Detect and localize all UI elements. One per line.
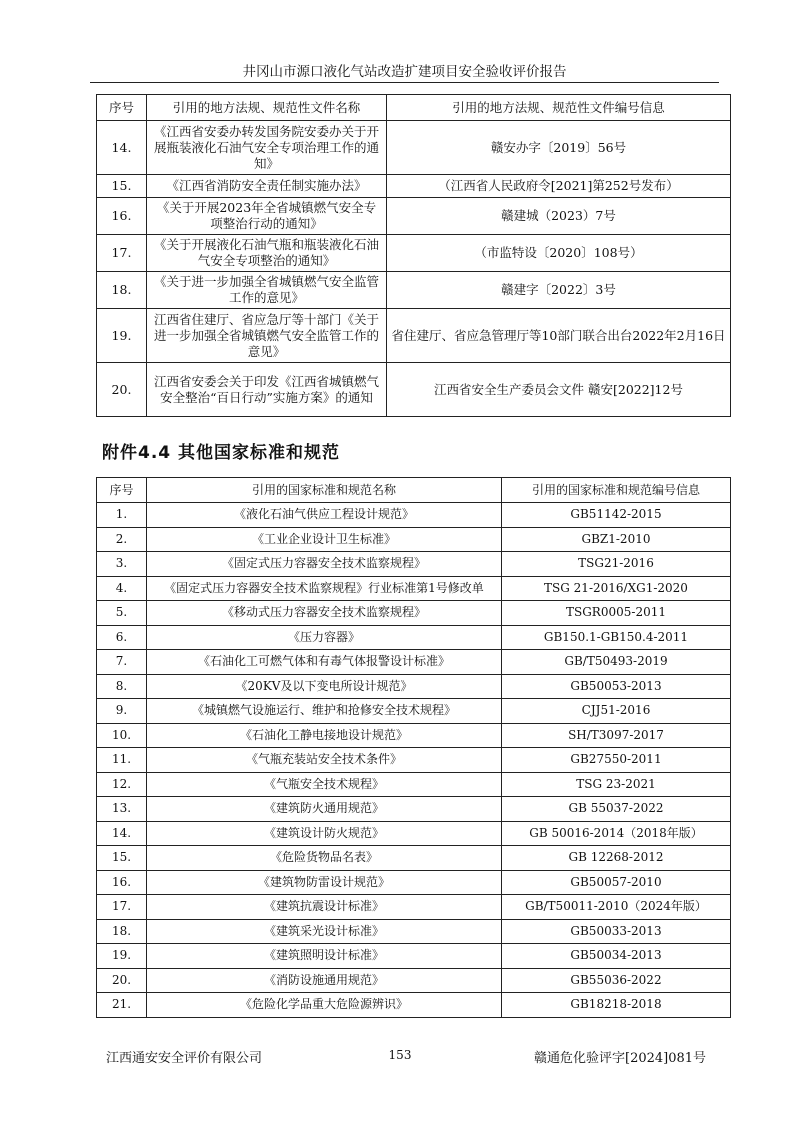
cell-no: 18. [97, 272, 147, 309]
cell-code: GB27550-2011 [502, 748, 731, 773]
cell-name: 《消防设施通用规范》 [147, 968, 502, 993]
table-row [97, 121, 731, 175]
table-row [97, 272, 731, 309]
cell-code: GB51142-2015 [502, 503, 731, 528]
cell-code: GB50057-2010 [502, 870, 731, 895]
cell-name: 《江西省消防安全责任制实施办法》 [147, 175, 387, 198]
table-row [97, 576, 731, 601]
cell-no: 18. [97, 919, 147, 944]
table-row [97, 846, 731, 871]
table-row [97, 699, 731, 724]
cell-name: 江西省住建厅、省应急厅等十部门《关于进一步加强全省城镇燃气安全监管工作的意见》 [147, 309, 387, 363]
cell-code: TSGR0005-2011 [502, 601, 731, 626]
cell-code: GB18218-2018 [502, 993, 731, 1018]
table-row [97, 968, 731, 993]
cell-name: 《建筑采光设计标准》 [147, 919, 502, 944]
cell-name: 《关于进一步加强全省城镇燃气安全监管工作的意见》 [147, 272, 387, 309]
cell-code: TSG21-2016 [502, 552, 731, 577]
cell-no: 21. [97, 993, 147, 1018]
section-heading: 附件4.4 其他国家标准和规范 [102, 443, 341, 463]
cell-no: 20. [97, 968, 147, 993]
column-header-no: 序号 [97, 478, 147, 503]
cell-code: 省住建厅、省应急管理厅等10部门联合出台2022年2月16日 [387, 309, 731, 363]
table-header-row [97, 478, 731, 503]
cell-code: GB50053-2013 [502, 674, 731, 699]
cell-code: GB150.1-GB150.4-2011 [502, 625, 731, 650]
cell-name: 《气瓶充装站安全技术条件》 [147, 748, 502, 773]
cell-code: GB55036-2022 [502, 968, 731, 993]
cell-no: 13. [97, 797, 147, 822]
cell-no: 9. [97, 699, 147, 724]
cell-no: 12. [97, 772, 147, 797]
cell-name: 《移动式压力容器安全技术监察规程》 [147, 601, 502, 626]
cell-name: 《建筑抗震设计标准》 [147, 895, 502, 920]
footer-doc-number: 赣通危化验评字[2024]081号 [534, 1051, 707, 1066]
cell-name: 《危险化学品重大危险源辨识》 [147, 993, 502, 1018]
cell-no: 8. [97, 674, 147, 699]
cell-name: 《江西省安委办转发国务院安委办关于开展瓶装液化石油气安全专项治理工作的通知》 [147, 121, 387, 175]
cell-name: 《建筑设计防火规范》 [147, 821, 502, 846]
column-header-name: 引用的地方法规、规范性文件名称 [147, 95, 387, 121]
table-row [97, 895, 731, 920]
cell-name: 《关于开展2023年全省城镇燃气安全专项整治行动的通知》 [147, 198, 387, 235]
cell-code: CJJ51-2016 [502, 699, 731, 724]
table-row [97, 363, 731, 417]
cell-name: 《液化石油气供应工程设计规范》 [147, 503, 502, 528]
cell-no: 2. [97, 527, 147, 552]
cell-code: TSG 21-2016/XG1-2020 [502, 576, 731, 601]
cell-name: 《石油化工静电接地设计规范》 [147, 723, 502, 748]
table-row [97, 309, 731, 363]
cell-code: 赣建字〔2022〕3号 [387, 272, 731, 309]
cell-no: 16. [97, 870, 147, 895]
table-row [97, 175, 731, 198]
cell-code: 赣安办字〔2019〕56号 [387, 121, 731, 175]
column-header-code: 引用的地方法规、规范性文件编号信息 [387, 95, 731, 121]
table-row [97, 625, 731, 650]
cell-no: 17. [97, 235, 147, 272]
running-header: 井冈山市源口液化气站改造扩建项目安全验收评价报告 [90, 60, 719, 83]
cell-code: 江西省安全生产委员会文件 赣安[2022]12号 [387, 363, 731, 417]
table-row [97, 723, 731, 748]
cell-no: 10. [97, 723, 147, 748]
cell-no: 15. [97, 175, 147, 198]
cell-code: SH/T3097-2017 [502, 723, 731, 748]
cell-no: 19. [97, 309, 147, 363]
cell-code: GB 55037-2022 [502, 797, 731, 822]
column-header-no: 序号 [97, 95, 147, 121]
footer-page-number: 153 [388, 1048, 412, 1062]
cell-code: GB50033-2013 [502, 919, 731, 944]
cell-name: 《危险货物品名表》 [147, 846, 502, 871]
cell-code: GBZ1-2010 [502, 527, 731, 552]
cell-code: GB50034-2013 [502, 944, 731, 969]
cell-code: GB/T50493-2019 [502, 650, 731, 675]
cell-no: 14. [97, 821, 147, 846]
table-row [97, 944, 731, 969]
cell-name: 《建筑物防雷设计规范》 [147, 870, 502, 895]
cell-no: 6. [97, 625, 147, 650]
table-row [97, 772, 731, 797]
cell-name: 《工业企业设计卫生标准》 [147, 527, 502, 552]
table-row [97, 527, 731, 552]
footer-company: 江西通安安全评价有限公司 [106, 1051, 263, 1066]
cell-name: 《压力容器》 [147, 625, 502, 650]
table-row [97, 919, 731, 944]
cell-name: 《固定式压力容器安全技术监察规程》 [147, 552, 502, 577]
table-row [97, 748, 731, 773]
cell-name: 《20KV及以下变电所设计规范》 [147, 674, 502, 699]
cell-name: 《关于开展液化石油气瓶和瓶装液化石油气安全专项整治的通知》 [147, 235, 387, 272]
cell-name: 《城镇燃气设施运行、维护和抢修安全技术规程》 [147, 699, 502, 724]
cell-code: （市监特设〔2020〕108号） [387, 235, 731, 272]
cell-no: 5. [97, 601, 147, 626]
cell-code: TSG 23-2021 [502, 772, 731, 797]
table-row [97, 821, 731, 846]
local-regulations-table [96, 94, 731, 417]
cell-no: 17. [97, 895, 147, 920]
cell-code: GB/T50011-2010（2024年版） [502, 895, 731, 920]
table-row [97, 503, 731, 528]
column-header-code: 引用的国家标准和规范编号信息 [502, 478, 731, 503]
column-header-name: 引用的国家标准和规范名称 [147, 478, 502, 503]
table-row [97, 650, 731, 675]
cell-no: 15. [97, 846, 147, 871]
table-header-row [97, 95, 731, 121]
table-row [97, 870, 731, 895]
cell-no: 1. [97, 503, 147, 528]
cell-no: 11. [97, 748, 147, 773]
table-row [97, 674, 731, 699]
cell-code: 赣建城（2023）7号 [387, 198, 731, 235]
cell-name: 《气瓶安全技术规程》 [147, 772, 502, 797]
cell-no: 20. [97, 363, 147, 417]
cell-no: 19. [97, 944, 147, 969]
cell-name: 江西省安委会关于印发《江西省城镇燃气安全整治“百日行动”实施方案》的通知 [147, 363, 387, 417]
national-standards-table [96, 477, 731, 1018]
cell-name: 《固定式压力容器安全技术监察规程》行业标准第1号修改单 [147, 576, 502, 601]
cell-name: 《建筑照明设计标准》 [147, 944, 502, 969]
table-row [97, 235, 731, 272]
cell-name: 《石油化工可燃气体和有毒气体报警设计标准》 [147, 650, 502, 675]
table-row [97, 993, 731, 1018]
table-row [97, 797, 731, 822]
cell-no: 7. [97, 650, 147, 675]
cell-code: GB 50016-2014（2018年版） [502, 821, 731, 846]
table-row [97, 601, 731, 626]
cell-no: 14. [97, 121, 147, 175]
cell-no: 3. [97, 552, 147, 577]
cell-no: 4. [97, 576, 147, 601]
cell-code: GB 12268-2012 [502, 846, 731, 871]
table-row [97, 552, 731, 577]
cell-no: 16. [97, 198, 147, 235]
cell-name: 《建筑防火通用规范》 [147, 797, 502, 822]
cell-code: （江西省人民政府令[2021]第252号发布） [387, 175, 731, 198]
table-row [97, 198, 731, 235]
